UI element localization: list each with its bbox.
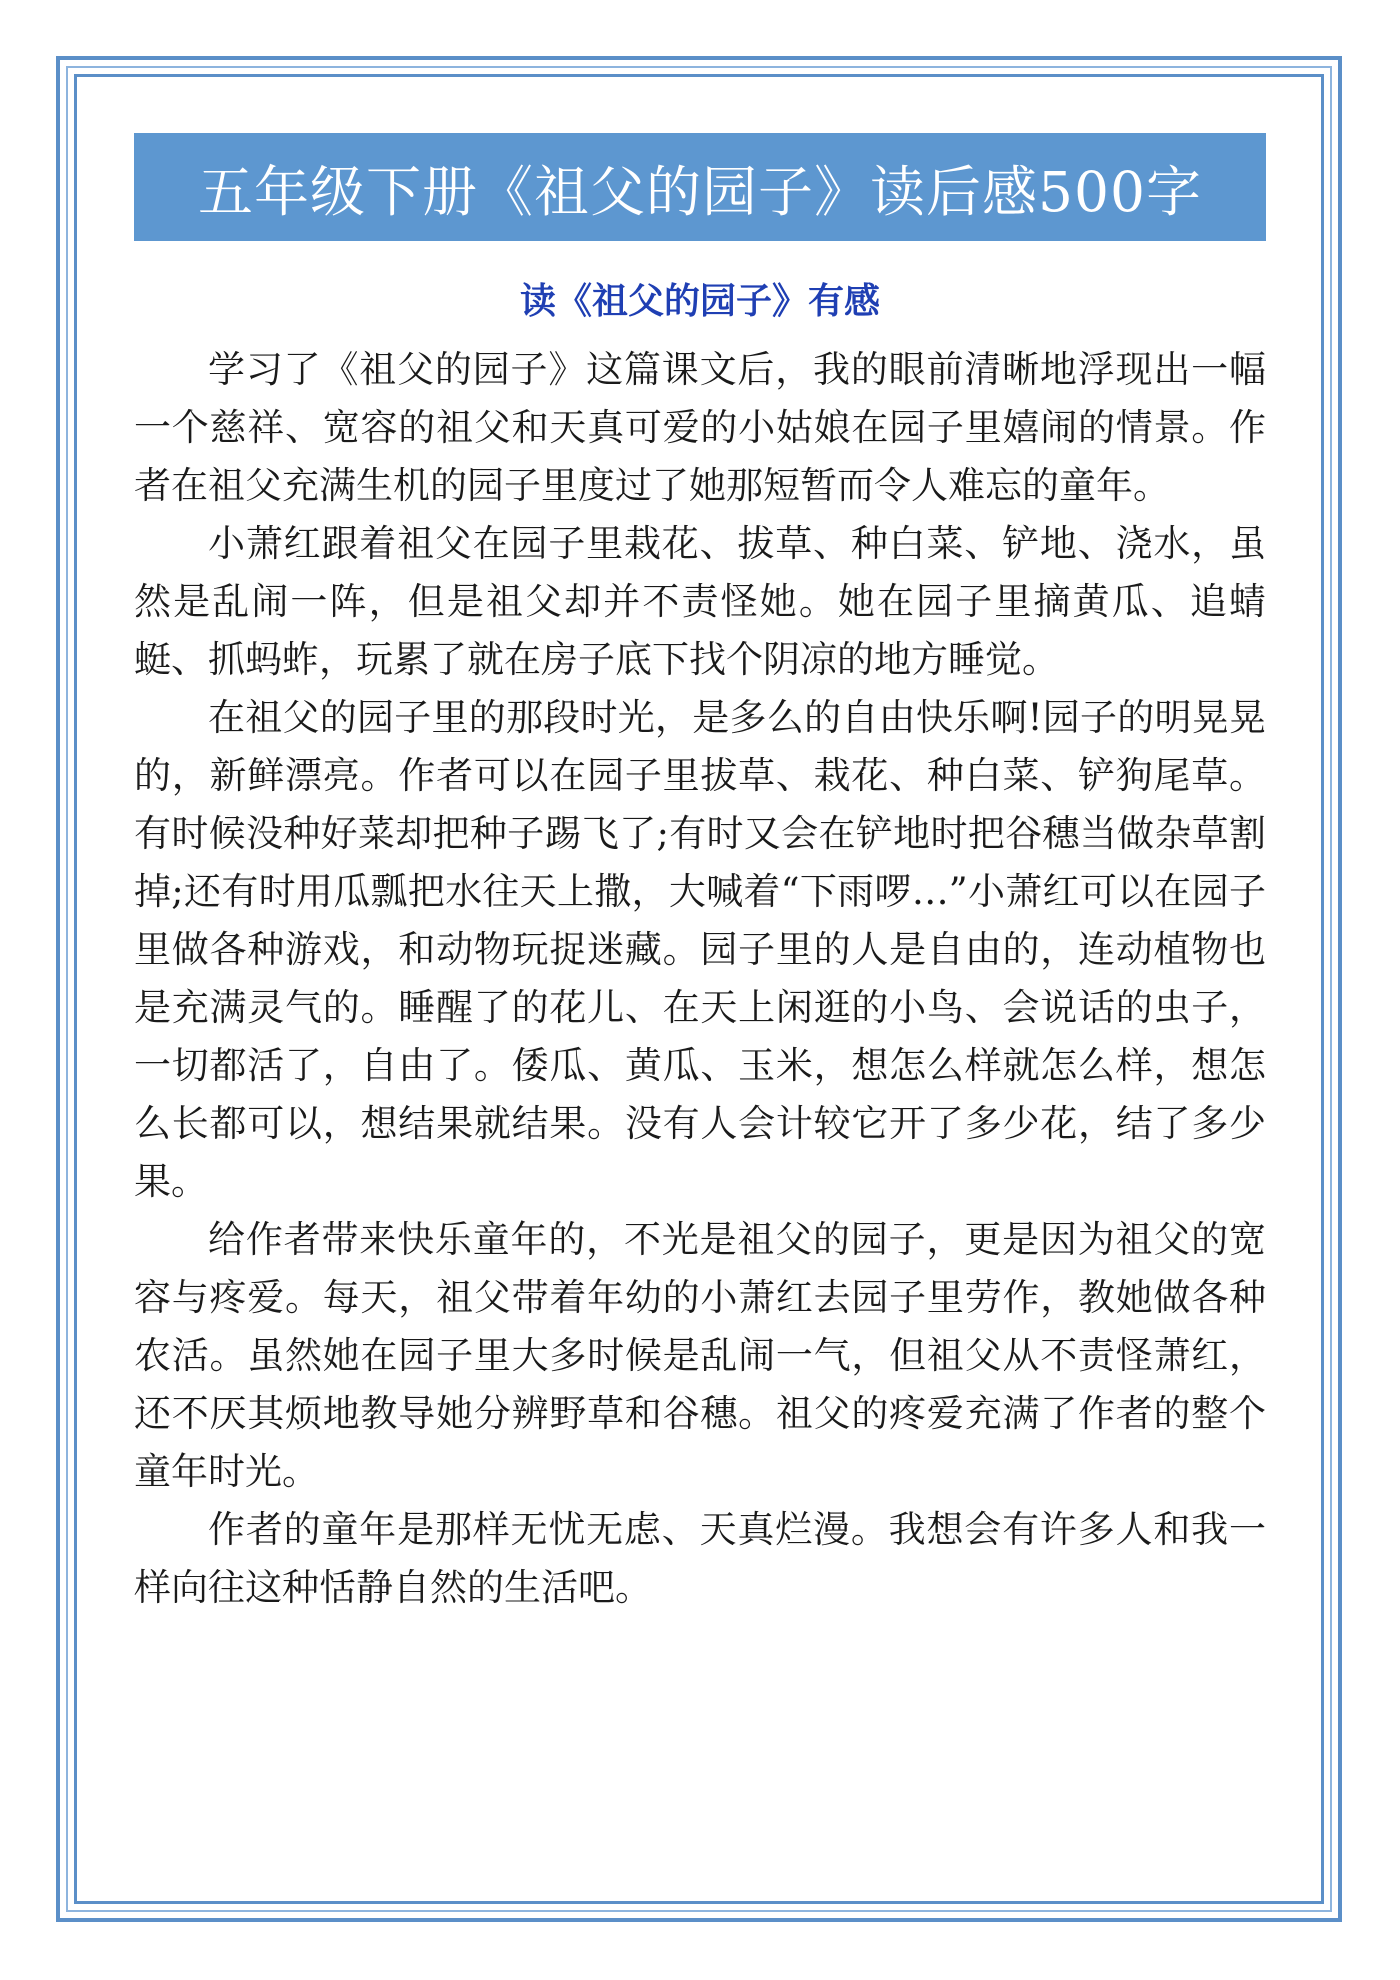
paragraph-2: 小萧红跟着祖父在园子里栽花、拔草、种白菜、铲地、浇水，虽然是乱闹一阵，但是祖父却并不责怪她。她在园子里摘黄瓜、追蜻蜓、抓蚂蚱，玩累了就在房子底下找个阴凉的地方睡觉。 (134, 522, 1266, 681)
page-title: 五年级下册《祖父的园子》读后感500字 (198, 159, 1202, 224)
title-banner (134, 133, 1266, 241)
paragraph-1: 学习了《祖父的园子》这篇课文后，我的眼前清晰地浮现出一幅一个慈祥、宽容的祖父和天真可爱的小姑娘在园子里嬉闹的情景。作者在祖父充满生机的园子里度过了她那短暂而令人难忘的童年。 (134, 348, 1266, 507)
paragraph-4: 给作者带来快乐童年的，不光是祖父的园子，更是因为祖父的宽容与疼爱。每天，祖父带着年幼的小萧红去园子里劳作，教她做各种农活。虽然她在园子里大多时候是乱闹一气，但祖父从不责怪萧红，还不厌其烦地教导她分辨野草和谷穗。祖父的疼爱充满了作者的整个童年时光。 (134, 1218, 1266, 1493)
paragraph-5: 作者的童年是那样无忧无虑、天真烂漫。我想会有许多人和我一样向往这种恬静自然的生活吧。 (134, 1508, 1266, 1609)
essay-subtitle: 读《祖父的园子》有感 (519, 281, 880, 322)
paragraph-3: 在祖父的园子里的那段时光，是多么的自由快乐啊!园子的明晃晃的，新鲜漂亮。作者可以在园子里拔草、栽花、种白菜、铲狗尾草。有时候没种好菜却把种子踢飞了;有时又会在铲地时把谷穗当做杂草割掉;还有时用瓜瓢把水往天上撒，大喊着“下雨啰…”小萧红可以在园子里做各种游戏，和动物玩捉迷藏。园子里的人是自由的，连动植物也是充满灵气的。睡醒了的花儿、在天上闲逛的小鸟、会说话的虫子，一切都活了，自由了。倭瓜、黄瓜、玉米，想怎么样就怎么样，想怎么长都可以，想结果就结果。没有人会计较它开了多少花，结了多少果。 (134, 696, 1266, 1203)
essay-body (134, 341, 1266, 1617)
